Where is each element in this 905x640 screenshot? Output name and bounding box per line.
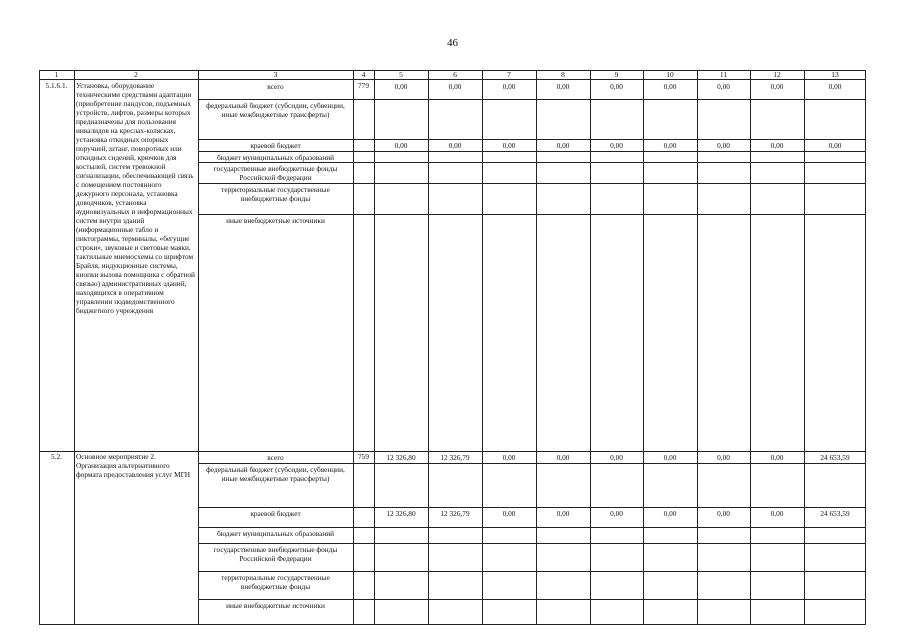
column-rule (536, 70, 537, 625)
funding-source-label: государственные внебюджетные фонды Российской Федерации (213, 164, 338, 182)
subrow-divider (198, 543, 866, 544)
column-header: 11 (719, 70, 728, 79)
amount-cell: 24 653,59 (820, 509, 850, 518)
amount-cell: 0,00 (610, 509, 623, 518)
subrow-divider (198, 151, 866, 152)
amount-cell: 12 326,79 (440, 509, 470, 518)
column-rule (643, 70, 644, 625)
funding-source-label: иные внебюджетные источники (226, 601, 325, 610)
subrow-divider (198, 99, 866, 100)
column-rule (374, 70, 375, 625)
amount-cell: 0,00 (502, 82, 516, 91)
row-code: 5.1.6.1. (45, 81, 68, 90)
row-name: Основное мероприятие 2. Организация альтернативного формата предоставления услуг МГН (76, 452, 191, 479)
funding-source-label: федеральный бюджет (субсидии, субвенции, иные межбюджетные трансферты) (206, 101, 345, 119)
amount-cell: 0,00 (663, 453, 677, 462)
column-rule (697, 70, 698, 625)
amount-cell: 0,00 (556, 509, 570, 518)
amount-cell: 0,00 (610, 453, 623, 462)
header-divider (39, 79, 866, 80)
amount-cell: 0,00 (610, 82, 623, 91)
subrow-divider (198, 463, 866, 464)
amount-cell: 0,00 (448, 82, 462, 91)
amount-cell: 0,00 (610, 141, 623, 150)
column-header: 2 (134, 70, 138, 79)
column-rule (74, 70, 75, 625)
subrow-divider (198, 162, 866, 163)
column-header: 9 (614, 70, 619, 79)
amount-cell: 0,00 (502, 509, 516, 518)
page-number: 46 (447, 37, 458, 49)
amount-cell: 0,00 (717, 141, 730, 150)
funding-source-label: всего (267, 82, 284, 91)
row-code: 5.2. (51, 452, 62, 461)
amount-cell: 0,00 (663, 82, 677, 91)
funding-source-label: территориальные государственные внебюджетные фонды (221, 185, 330, 203)
amount-cell: 0,00 (828, 141, 842, 150)
amount-cell: 0,00 (663, 509, 677, 518)
column-rule (750, 70, 751, 625)
amount-cell: 0,00 (502, 453, 516, 462)
amount-cell: 12 326,80 (386, 453, 416, 462)
column-header: 6 (453, 70, 457, 79)
funding-source-label: бюджет муниципальных образований (216, 153, 335, 162)
row-name: Установка, оборудование техническими средствами адаптации (приобретение пандусов, подъемных устройств, лифтов, размеры которых предназначены для пользования инвалидов на креслах-колясках, установка откидных опорных поручней, штанг, поворотных или откидных сидений, крючков для костылей, систем тревожной сигнализации, обеспечивающей связь с помещением постоянного дежурного персонала, установка доводчиков, установка аудиовизуальных и информационных систем внутри зданий (информационные табло и пиктограммы, терминалы, «бегущие строки», звуковые и световые маяки, тактильные мнемосхемы со шрифтом Брайля, индукционные системы, кнопки вызова помощника с обратной связью) административных зданий, находящихся в оперативном управлении подведомственного бюджетного учреждения (76, 81, 195, 315)
funding-source-label: территориальные государственные внебюджетные фонды (221, 573, 330, 591)
amount-cell: 0,00 (717, 82, 730, 91)
column-header: 1 (54, 70, 59, 79)
amount-cell: 0,00 (770, 141, 784, 150)
amount-cell: 12 326,79 (440, 453, 470, 462)
amount-cell: 0,00 (502, 141, 516, 150)
amount-cell: 0,00 (394, 141, 408, 150)
amount-cell: 0,00 (394, 82, 408, 91)
funding-source-label: всего (267, 453, 284, 462)
amount-cell: 0,00 (556, 141, 570, 150)
column-rule (482, 70, 483, 625)
subrow-divider (198, 183, 866, 184)
column-header: 7 (507, 70, 511, 79)
subrow-divider (198, 139, 866, 140)
amount-cell: 0,00 (556, 82, 570, 91)
amount-cell: 0,00 (770, 82, 784, 91)
column-header: 13 (831, 70, 839, 79)
amount-cell: 0,00 (828, 82, 842, 91)
amount-cell: 0,00 (717, 509, 730, 518)
row-column4: 779 (358, 81, 369, 90)
funding-source-label: иные внебюджетные источники (226, 216, 325, 225)
subrow-divider (198, 599, 866, 600)
funding-source-label: государственные внебюджетные фонды Российской Федерации (213, 545, 338, 563)
subrow-divider (198, 571, 866, 572)
amount-cell: 0,00 (770, 453, 784, 462)
amount-cell: 0,00 (448, 141, 462, 150)
amount-cell: 0,00 (717, 453, 730, 462)
amount-cell: 12 326,80 (386, 509, 416, 518)
column-header: 3 (273, 70, 278, 79)
column-rule (590, 70, 591, 625)
column-rule (428, 70, 429, 625)
amount-cell: 0,00 (770, 509, 784, 518)
funding-source-label: федеральный бюджет (субсидии, субвенции, иные межбюджетные трансферты) (206, 465, 345, 483)
row-column4: 759 (358, 452, 369, 461)
funding-source-label: бюджет муниципальных образований (216, 529, 335, 538)
column-header: 12 (773, 70, 781, 79)
column-header: 4 (361, 70, 366, 79)
column-rule (353, 70, 354, 625)
subrow-divider (198, 527, 866, 528)
amount-cell: 24 653,59 (820, 453, 850, 462)
funding-source-label: краевой бюджет (250, 141, 301, 150)
column-header: 10 (666, 70, 674, 79)
column-rule (198, 70, 199, 625)
amount-cell: 0,00 (556, 453, 570, 462)
subrow-divider (198, 214, 866, 215)
amount-cell: 0,00 (663, 141, 677, 150)
funding-source-label: краевой бюджет (250, 509, 301, 518)
column-header: 8 (561, 70, 565, 79)
subrow-divider (198, 507, 866, 508)
column-header: 5 (399, 70, 403, 79)
column-rule (804, 70, 805, 625)
